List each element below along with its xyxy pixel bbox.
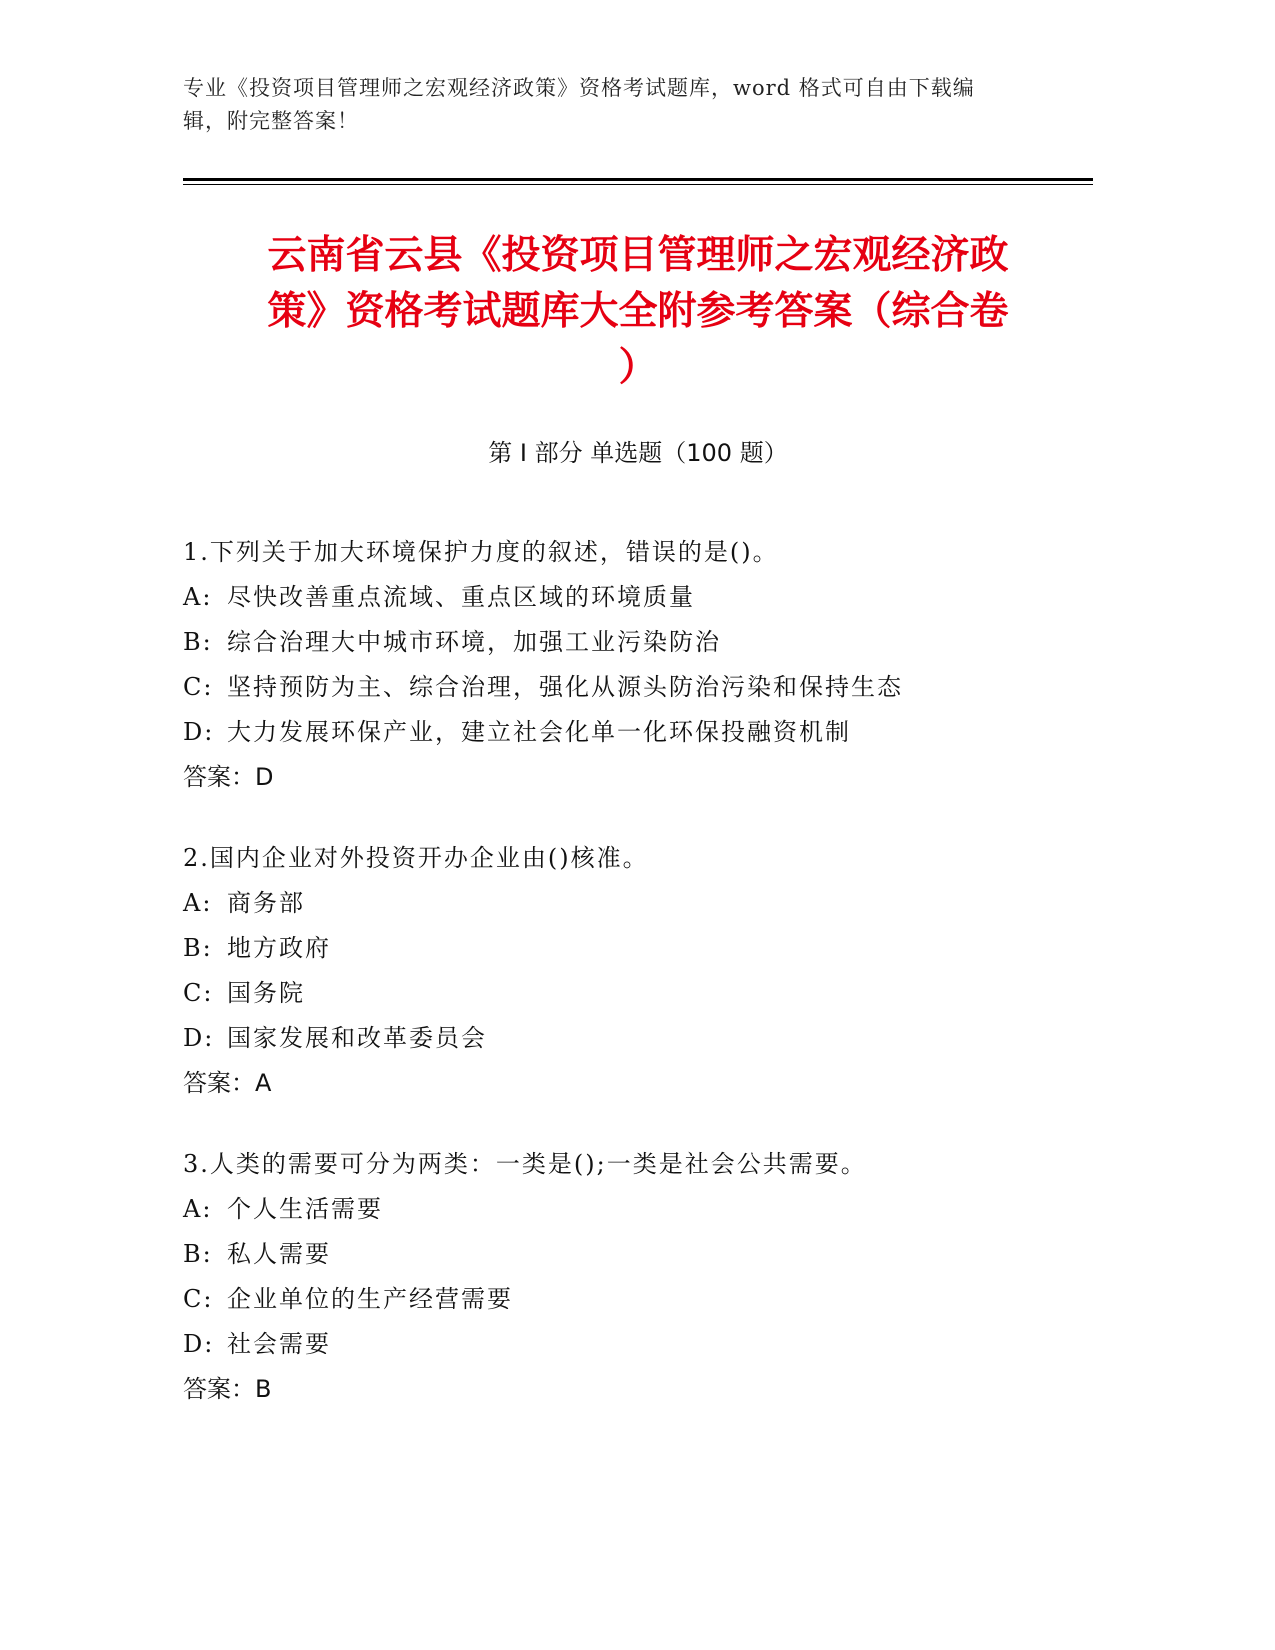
option-text: 坚持预防为主、综合治理，强化从源头防治污染和保持生态 [227,673,903,701]
option-text: 国务院 [227,979,305,1007]
option-text: 综合治理大中城市环境，加强工业污染防治 [227,628,721,656]
header-note-line-2: 辑，附完整答案！ [183,109,359,133]
option-text: 社会需要 [227,1330,331,1358]
option-c [183,665,1093,710]
option-key: B: [183,934,213,962]
option-key: D: [183,1330,215,1358]
answer: 答案：A [183,1069,272,1097]
option-text: 私人需要 [227,1240,331,1268]
document-title-line-1: 云南省云县《投资项目管理师之宏观经济政 [267,233,1009,278]
option-key: C: [183,673,214,701]
option-text: 企业单位的生产经营需要 [227,1285,513,1313]
option-b [183,926,1093,971]
option-b [183,620,1093,665]
option-text: 国家发展和改革委员会 [227,1024,487,1052]
section-title: 第 I 部分 单选题（100 题） [488,439,788,467]
question-3 [183,1142,1093,1412]
question-list [183,530,1093,1448]
answer: 答案：B [183,1375,272,1403]
header-note-line-1: 专业《投资项目管理师之宏观经济政策》资格考试题库，word 格式可自由下载编 [183,76,975,100]
question-2 [183,836,1093,1106]
option-d [183,710,1093,755]
document-title [183,228,1093,396]
header-rule-thick [183,178,1093,181]
option-key: A: [183,583,213,611]
option-text: 大力发展环保产业，建立社会化单一化环保投融资机制 [227,718,851,746]
option-text: 个人生活需要 [227,1195,383,1223]
header-note [183,72,1063,138]
option-c [183,1277,1093,1322]
option-key: D: [183,1024,215,1052]
option-key: A: [183,889,213,917]
option-a [183,1187,1093,1232]
option-key: C: [183,979,214,1007]
option-a [183,881,1093,926]
option-a [183,575,1093,620]
option-key: B: [183,628,213,656]
option-text: 尽快改善重点流域、重点区域的环境质量 [227,583,695,611]
option-text: 商务部 [227,889,305,917]
header-rule-thin [183,184,1093,185]
option-key: C: [183,1285,214,1313]
document-title-line-2: 策》资格考试题库大全附参考答案（综合卷 [267,289,1009,334]
question-1 [183,530,1093,800]
document-title-line-3: ） [618,345,658,390]
option-b [183,1232,1093,1277]
option-key: B: [183,1240,213,1268]
answer: 答案：D [183,763,274,791]
option-key: A: [183,1195,213,1223]
option-d [183,1016,1093,1061]
question-stem: 2.国内企业对外投资开办企业由()核准。 [183,844,649,872]
option-d [183,1322,1093,1367]
option-key: D: [183,718,215,746]
option-text: 地方政府 [227,934,331,962]
question-stem: 1.下列关于加大环境保护力度的叙述，错误的是()。 [183,538,779,566]
question-stem: 3.人类的需要可分为两类：一类是();一类是社会公共需要。 [183,1150,867,1178]
option-c [183,971,1093,1016]
